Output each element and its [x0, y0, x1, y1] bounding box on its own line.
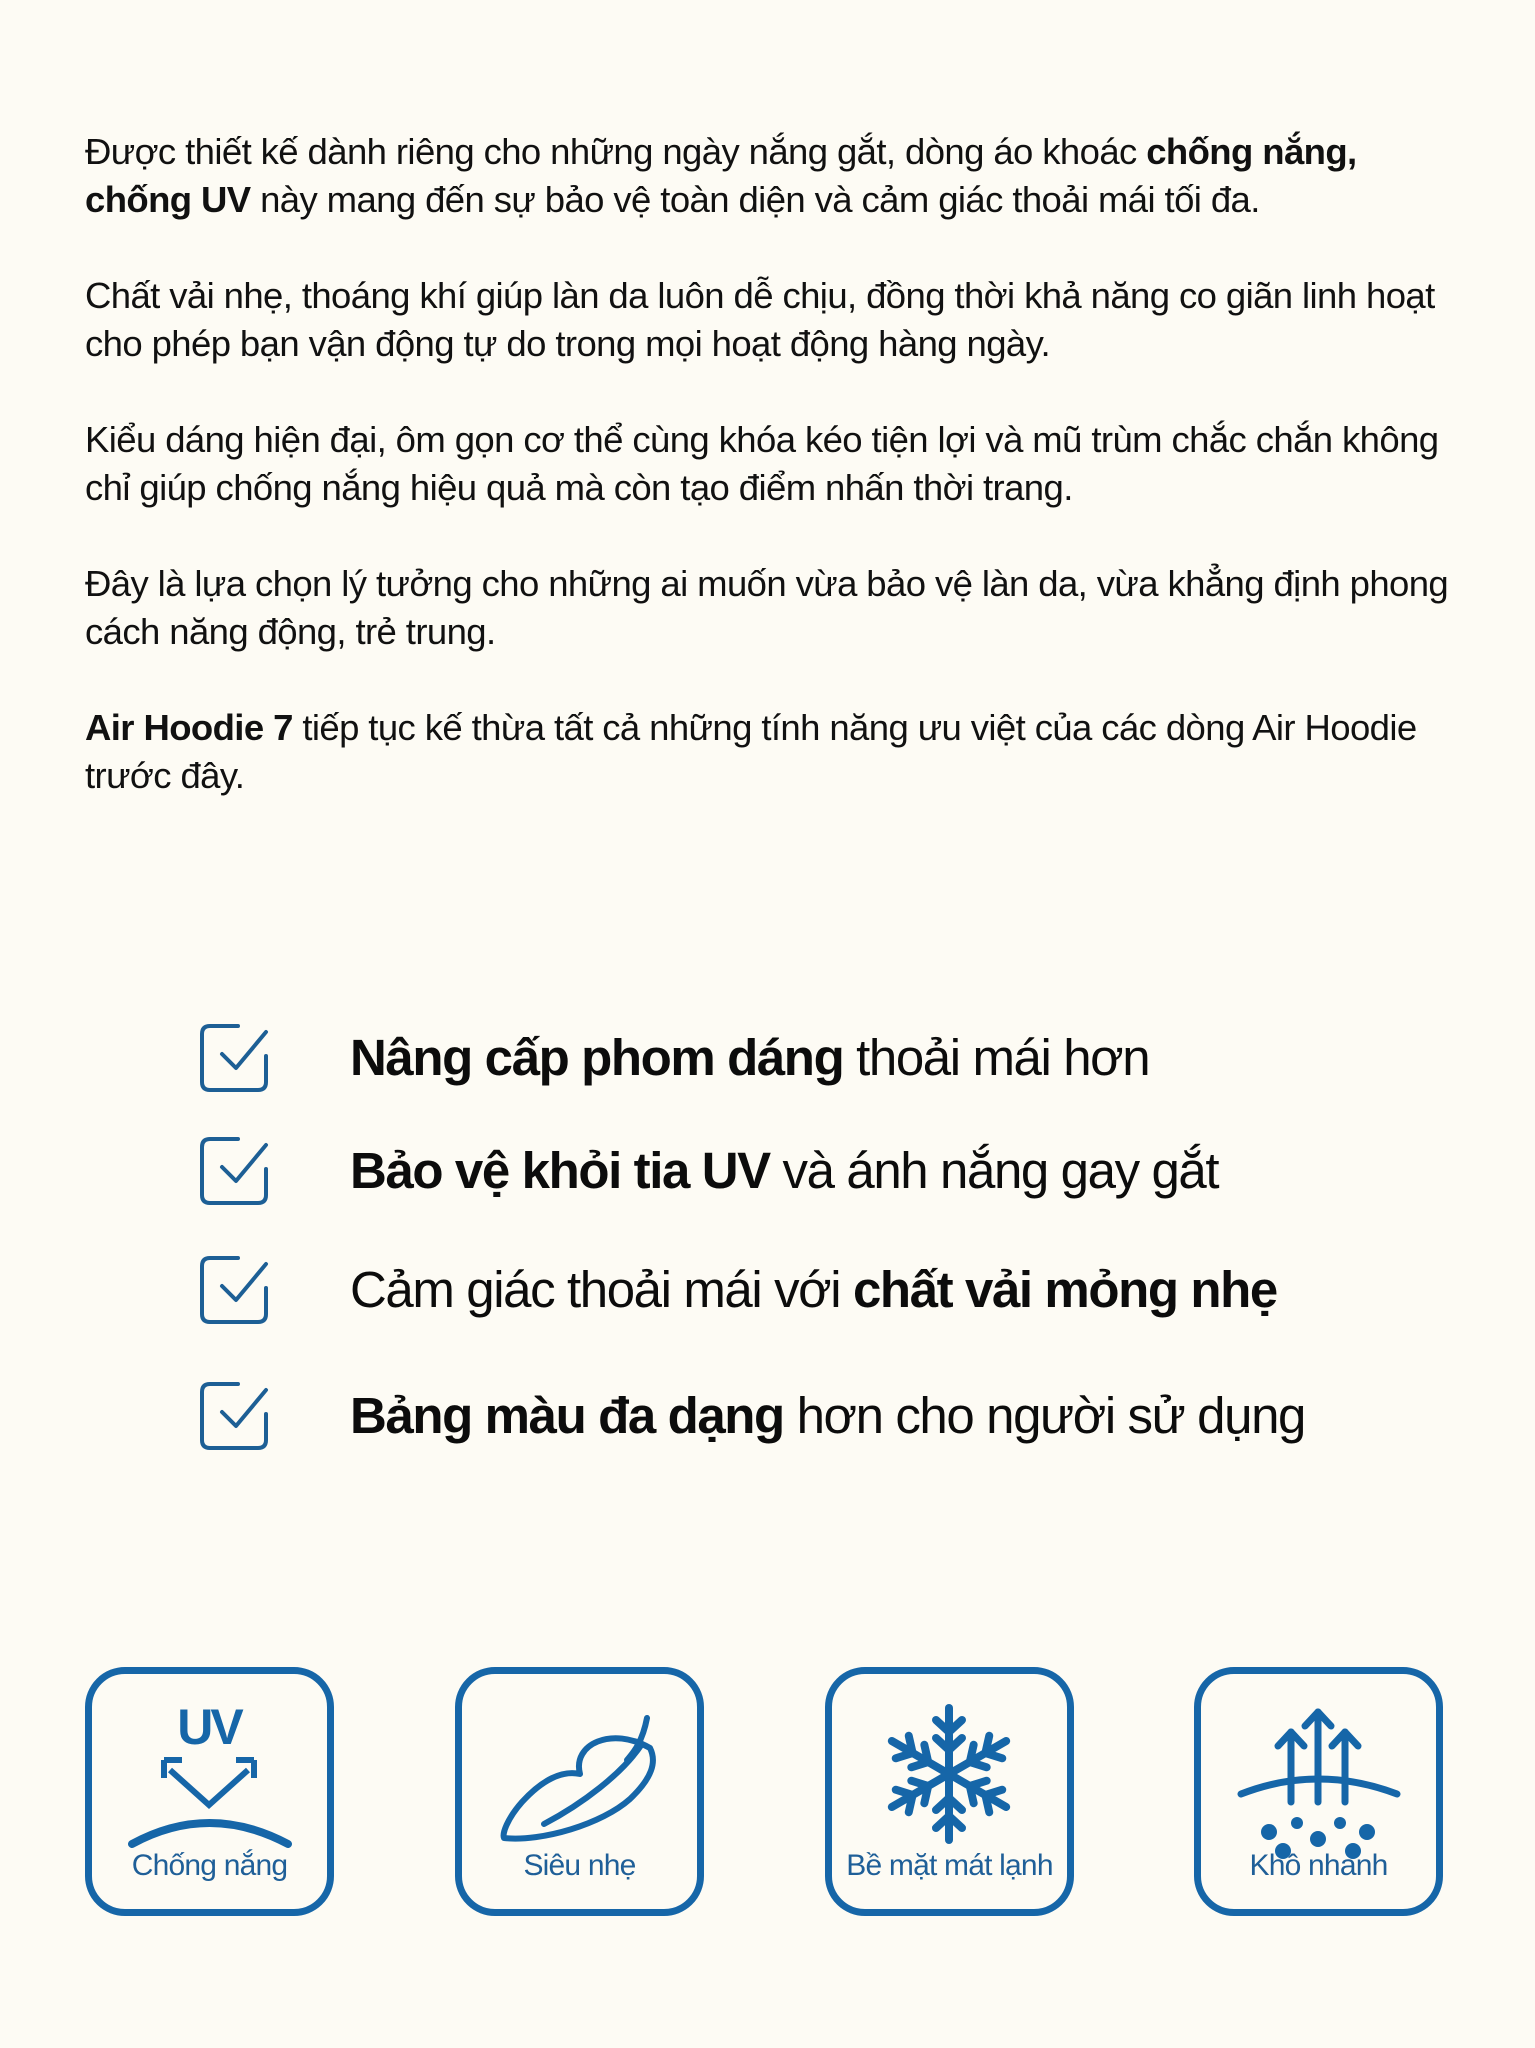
checklist-item	[198, 1380, 1498, 1452]
paragraph-air-hoodie	[85, 704, 1465, 800]
paragraph-style	[85, 416, 1465, 512]
feature-badge-cool-surface	[825, 1667, 1074, 1916]
checklist-text-regular: Cảm giác thoải mái với	[350, 1261, 853, 1318]
feature-label: Siêu nhẹ	[523, 1849, 636, 1882]
text-segment: Kiểu dáng hiện đại, ôm gọn cơ thể cùng khóa kéo tiện lợi và mũ trùm chắc chắn không chỉ giúp chống nắng hiệu quả mà còn tạo điểm nhấn thời trang.	[85, 419, 1439, 508]
feature-label: Khô nhanh	[1249, 1849, 1388, 1882]
checkbox-checked-icon	[198, 1022, 274, 1094]
text-segment: tiếp tục kế thừa tất cả những tính năng ưu việt của các dòng Air Hoodie trước đây.	[85, 707, 1417, 796]
checklist-text	[350, 1026, 1149, 1090]
svg-text:UV: UV	[177, 1699, 241, 1755]
feature-badge-quick-dry	[1194, 1667, 1443, 1916]
checklist-text-regular: thoải mái hơn	[843, 1029, 1150, 1086]
text-segment-bold: Air Hoodie 7	[85, 707, 293, 748]
checklist-item	[198, 1022, 1498, 1094]
checklist-text-regular: và ánh nắng gay gắt	[769, 1142, 1219, 1199]
checklist-text	[350, 1139, 1218, 1203]
checkbox-checked-icon	[198, 1135, 274, 1207]
checkbox-checked-icon	[198, 1380, 274, 1452]
feature-label: Bề mặt mát lạnh	[846, 1849, 1053, 1882]
text-segment: Đây là lựa chọn lý tưởng cho những ai muốn vừa bảo vệ làn da, vừa khẳng định phong cách năng động, trẻ trung.	[85, 563, 1449, 652]
checkbox-checked-icon	[198, 1254, 274, 1326]
text-segment-bold: chống nắng, chống UV	[85, 131, 1357, 220]
checklist-text-regular: hơn cho người sử dụng	[783, 1387, 1305, 1444]
text-segment: Được thiết kế dành riêng cho những ngày nắng gắt, dòng áo khoác	[85, 131, 1147, 172]
paragraph-ideal-choice	[85, 560, 1465, 656]
checklist-text-bold: chất vải mỏng nhẹ	[852, 1261, 1277, 1318]
feature-label: Chống nắng	[131, 1849, 288, 1882]
text-segment: Chất vải nhẹ, thoáng khí giúp làn da luôn dễ chịu, đồng thời khả năng co giãn linh hoạt cho phép bạn vận động tự do trong mọi hoạt động hàng ngày.	[85, 275, 1435, 364]
checklist-text	[350, 1384, 1305, 1448]
checklist-item	[198, 1254, 1498, 1326]
feature-badge-sun-protection	[85, 1667, 334, 1916]
checklist-text-bold: Nâng cấp phom dáng	[350, 1029, 844, 1086]
paragraph-fabric	[85, 272, 1465, 368]
checklist-item	[198, 1135, 1498, 1207]
text-segment: này mang đến sự bảo vệ toàn diện và cảm giác thoải mái tối đa.	[250, 179, 1260, 220]
checklist-text	[350, 1258, 1277, 1322]
feature-badges	[0, 1667, 1535, 1917]
feature-badge-ultralight	[455, 1667, 704, 1916]
checklist-text-bold: Bảng màu đa dạng	[350, 1387, 784, 1444]
product-description	[85, 128, 1465, 848]
checklist-text-bold: Bảo vệ khỏi tia UV	[350, 1142, 770, 1199]
paragraph-intro	[85, 128, 1465, 224]
